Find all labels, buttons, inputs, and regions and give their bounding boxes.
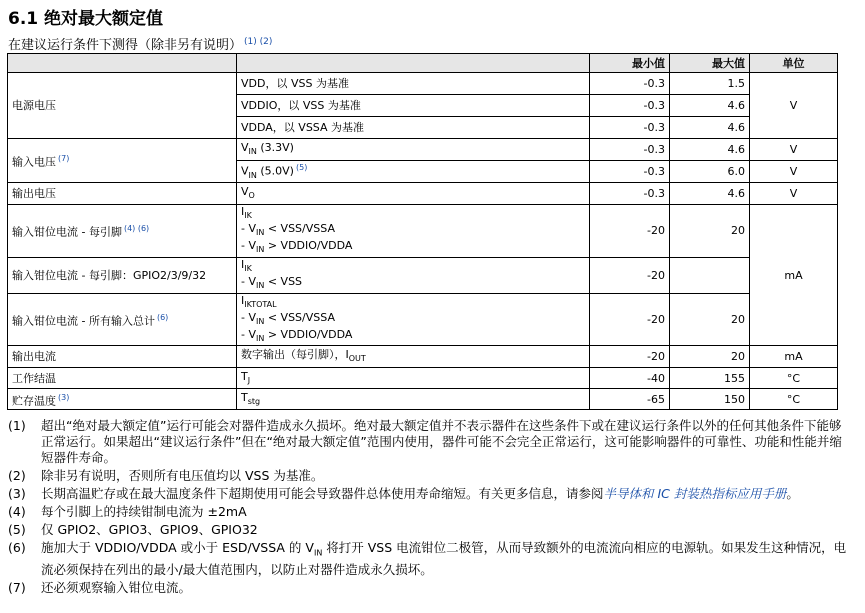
clamp3-l2-sub: IN: [256, 316, 265, 326]
footnote-1: [8, 418, 853, 466]
max-tstg: 150: [670, 389, 750, 410]
clamp1-line1: [241, 205, 585, 222]
footnote-number: (1): [8, 418, 26, 433]
clamp1-l1-sym: I: [241, 205, 245, 218]
clamp1-line2: [241, 222, 585, 239]
footnote-number: (4): [8, 504, 26, 519]
clamp1-l2-sub: IN: [256, 228, 265, 238]
clamp1-l1-sub: IK: [244, 211, 252, 221]
clamp1-footnote-ref[interactable]: (4) (6): [123, 224, 150, 234]
header-max: 最大值: [670, 54, 750, 73]
footnote-4: [8, 504, 853, 520]
unit-tj: °C: [750, 368, 838, 389]
vin50-footnote-ref[interactable]: (5): [295, 163, 308, 173]
vin50-sub: IN: [248, 170, 257, 180]
max-tj: 155: [670, 368, 750, 389]
param-iout: 输出电流: [8, 346, 237, 368]
table-row: [8, 389, 838, 410]
param-clamp1: [8, 205, 237, 258]
cond-vdd: VDD，以 VSS 为基准: [237, 73, 590, 95]
clamp1-l3-text: > VDDIO/VDDA: [264, 239, 353, 253]
clamp3-line3: [241, 328, 585, 345]
min-clamp2: -20: [590, 257, 670, 293]
clamp1-l2-sym: - V: [241, 222, 256, 236]
clamp3-l2-sym: - V: [241, 310, 256, 324]
min-clamp1: -20: [590, 205, 670, 258]
unit-clamp: mA: [750, 205, 838, 346]
footnote-text: [41, 540, 853, 578]
clamp2-l2-sub: IN: [256, 281, 265, 291]
clamp2-l1-sub: IK: [244, 264, 252, 274]
vin-footnote-ref[interactable]: (7): [58, 154, 70, 164]
min-vdd: -0.3: [590, 73, 670, 95]
unit-tstg: °C: [750, 389, 838, 410]
clamp3-l2-text: < VSS/VSSA: [264, 310, 335, 324]
min-vin33: -0.3: [590, 139, 670, 161]
table-row: [8, 183, 838, 205]
table-subtitle: [8, 34, 272, 53]
table-row: [8, 257, 838, 293]
footnote-text: 超出“绝对最大额定值”运行可能会对器件造成永久损坏。绝对最大额定值并不表示器件在这些条件下或在建议运行条件以外的任何其他条件下能够正常运行。如果超出“建议运行条件”但在“绝对最大额定值”范围内使用，器件可能不会完全正常运行，这可能影响器件的可靠性、功能和性能并缩短器件寿命。: [41, 418, 842, 465]
vin50-text: (5.0V): [256, 164, 294, 178]
cond-vout: [237, 183, 590, 205]
clamp2-l1-sym: I: [241, 257, 245, 271]
clamp3-l3-sub: IN: [256, 334, 265, 344]
table-header-row: [8, 54, 838, 73]
clamp1-l3-sym: - V: [241, 239, 256, 253]
footnote-6-sub: IN: [313, 548, 323, 558]
cond-clamp3: [237, 293, 590, 346]
footnote-text: 每个引脚上的持续钳制电流为 ±2mA: [41, 504, 247, 519]
tj-sym: T: [241, 369, 248, 383]
param-vin-label: 输入电压: [12, 155, 56, 169]
vin50-sym: V: [241, 164, 249, 178]
max-vout: 4.6: [670, 183, 750, 205]
footnote-number: (3): [8, 486, 26, 501]
clamp3-footnote-ref[interactable]: (6): [156, 313, 169, 323]
iout-text: 数字输出（每引脚），I: [241, 348, 349, 362]
cond-tstg: [237, 389, 590, 410]
table-row: [8, 293, 838, 346]
footnote-text: 还必须观察输入钳位电流。: [41, 579, 192, 595]
footnote-5: [8, 522, 853, 538]
footnote-6-text: 施加大于 VDDIO/VDDA 或小于 ESD/VSSA 的 V: [41, 540, 314, 555]
min-vddio: -0.3: [590, 95, 670, 117]
param-tstg: [8, 389, 237, 410]
clamp3-l1-sub: IKTOTAL: [244, 299, 277, 309]
unit-vout: V: [750, 183, 838, 205]
clamp3-l3-text: > VDDIO/VDDA: [264, 327, 353, 341]
clamp3-line1: [241, 294, 585, 311]
footnote-number: (5): [8, 522, 26, 537]
min-vdda: -0.3: [590, 117, 670, 139]
vin33-text: (3.3V): [256, 140, 294, 154]
max-vin33: 4.6: [670, 139, 750, 161]
clamp2-line2: [241, 275, 585, 292]
clamp2-line1: [241, 258, 585, 275]
vin33-sym: V: [241, 140, 249, 154]
max-vin50: 6.0: [670, 161, 750, 183]
footnote-2: [8, 468, 853, 484]
header-unit: 单位: [750, 54, 838, 73]
tstg-sym: T: [241, 390, 248, 404]
clamp3-l1-sym: I: [241, 293, 245, 307]
cond-vdda: VDDA，以 VSSA 为基准: [237, 117, 590, 139]
footnote-number: (2): [8, 468, 26, 483]
header-condition: [237, 54, 590, 73]
table-row: [8, 368, 838, 389]
max-iout: 20: [670, 346, 750, 368]
footnote-3: [8, 486, 853, 502]
clamp2-l2-text: < VSS: [264, 275, 303, 289]
param-tj: 工作结温: [8, 368, 237, 389]
max-vdd: 1.5: [670, 73, 750, 95]
footnote-6: [8, 540, 853, 578]
cond-clamp2: [237, 257, 590, 293]
tj-sub: J: [247, 375, 251, 385]
vout-sym: V: [241, 184, 249, 198]
clamp1-l3-sub: IN: [256, 245, 265, 255]
min-vout: -0.3: [590, 183, 670, 205]
cond-vddio: VDDIO，以 VSS 为基准: [237, 95, 590, 117]
table-row: [8, 205, 838, 258]
min-tj: -40: [590, 368, 670, 389]
clamp3-line2: [241, 311, 585, 328]
footnote-text: [41, 486, 853, 502]
tstg-footnote-ref[interactable]: (3): [58, 392, 70, 402]
unit-supply: V: [750, 73, 838, 139]
min-clamp3: -20: [590, 293, 670, 346]
cond-vin33: [237, 139, 590, 161]
clamp1-label: 输入钳位电流 - 每引脚: [12, 226, 122, 240]
max-vdda: 4.6: [670, 117, 750, 139]
unit-vin50: V: [750, 161, 838, 183]
min-iout: -20: [590, 346, 670, 368]
tstg-label: 贮存温度: [12, 394, 56, 408]
footnote-text: 除非另有说明，否则所有电压值均以 VSS 为基准。: [41, 468, 324, 483]
max-clamp3: 20: [670, 293, 750, 346]
section-title: 6.1 绝对最大额定值: [8, 9, 164, 29]
subtitle-text: 在建议运行条件下测得（除非另有说明）: [8, 38, 243, 53]
min-tstg: -65: [590, 389, 670, 410]
min-vin50: -0.3: [590, 161, 670, 183]
table-row: [8, 73, 838, 95]
clamp1-l2-text: < VSS/VSSA: [264, 222, 335, 236]
param-vin: [8, 139, 237, 183]
clamp1-line3: [241, 239, 585, 256]
max-clamp2: [670, 257, 750, 293]
tstg-sub: stg: [247, 396, 261, 406]
clamp3-label: 输入钳位电流 - 所有输入总计: [12, 314, 155, 328]
max-vddio: 4.6: [670, 95, 750, 117]
unit-vin33: V: [750, 139, 838, 161]
footnote-3-end: 。: [786, 486, 799, 501]
vout-sub: O: [248, 191, 255, 201]
footnote-6-end: 将打开 VSS 电流钳位二极管，从而导致额外的电流流向相应的电源轨。如果发生这种情况，电流必须保持在列出的最小/最大值范围内，以防止对器件造成永久损坏。: [41, 540, 847, 577]
thermal-metrics-link[interactable]: 半导体和 IC 封装热指标应用手册: [603, 486, 787, 501]
absolute-max-ratings-table: [7, 53, 838, 410]
unit-iout: mA: [750, 346, 838, 368]
param-clamp3: [8, 293, 237, 346]
param-clamp2: 输入钳位电流 - 每引脚：GPIO2/3/9/32: [8, 257, 237, 293]
cond-iout: [237, 346, 590, 368]
iout-sub: OUT: [348, 354, 366, 364]
table-row: [8, 139, 838, 161]
vin33-sub: IN: [248, 147, 257, 157]
footnotes: [8, 418, 853, 598]
clamp3-l3-sym: - V: [241, 327, 256, 341]
header-param: [8, 54, 237, 73]
max-clamp1: 20: [670, 205, 750, 258]
footnote-3-text: 长期高温贮存或在最大温度条件下超期使用可能会导致器件总体使用寿命缩短。有关更多信息，请参阅: [41, 486, 604, 501]
cond-vin50: [237, 161, 590, 183]
footnote-number: (6): [8, 540, 26, 555]
header-min: 最小值: [590, 54, 670, 73]
footnote-text: 仅 GPIO2、GPIO3、GPIO9、GPIO32: [41, 522, 258, 537]
param-supply: 电源电压: [8, 73, 237, 139]
footnote-7: [8, 580, 853, 596]
cond-clamp1: [237, 205, 590, 258]
footnote-number: (7): [8, 579, 26, 595]
table-row: [8, 346, 838, 368]
param-vout: 输出电压: [8, 183, 237, 205]
clamp2-l2-sym: - V: [241, 275, 256, 289]
cond-tj: [237, 368, 590, 389]
subtitle-refs[interactable]: (1) (2): [244, 36, 273, 47]
